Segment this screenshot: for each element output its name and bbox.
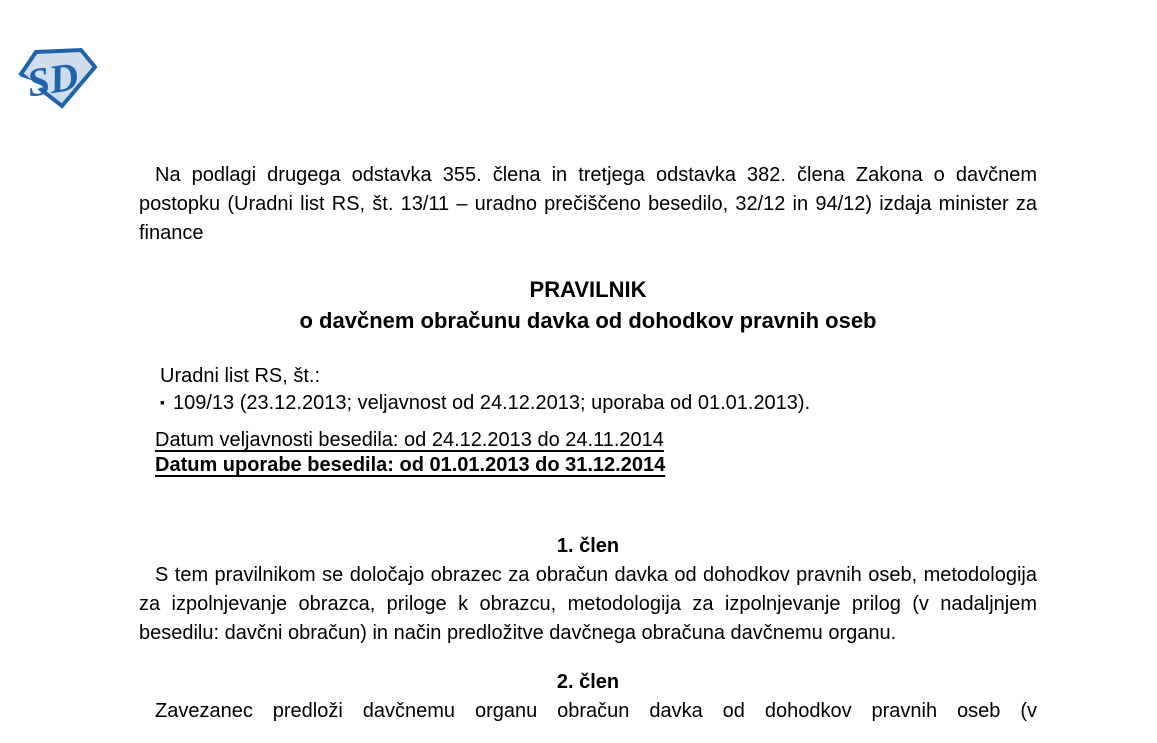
sd-logo-icon [16, 47, 100, 109]
sd-logo-letters: SD [23, 53, 82, 106]
application-date-line: Datum uporabe besedila: od 01.01.2013 do 31.12.2014 [155, 454, 666, 476]
gazette-list-item [160, 389, 1037, 416]
article-1-body: S tem pravilnikom se določajo obrazec za obračun davka od dohodkov pravnih oseb, metodologija za izpolnjevanje obrazca, priloge k obrazcu, metodologija za izpolnjevanje prilog (v nadaljnjem besedilu: davčni obračun) in način predložitve davčnega obračuna davčnemu organu. [139, 564, 1037, 644]
article-1 [139, 532, 1037, 648]
title-subtitle: o davčnem obračunu davka od dohodkov pravnih oseb [299, 308, 877, 333]
sd-logo [16, 47, 100, 109]
title-main: PRAVILNIK [529, 277, 647, 302]
gazette-item-text: 109/13 (23.12.2013; veljavnost od 24.12.2013; uporaba od 01.01.2013). [172, 392, 811, 414]
document-title [139, 274, 1037, 336]
square-bullet-icon: ▪ [160, 394, 165, 410]
gazette-label: Uradni list RS, št.: [160, 365, 321, 387]
article-2-body: Zavezanec predloži davčnemu organu obračun davka od dohodkov pravnih oseb (v [155, 700, 1037, 722]
gazette-section [160, 363, 1037, 416]
article-2 [139, 668, 1037, 726]
document-content [139, 0, 1037, 726]
article-2-heading: 2. člen [556, 671, 620, 693]
article-1-heading: 1. člen [556, 535, 620, 557]
validity-date-line: Datum veljavnosti besedila: od 24.12.2013 do 24.11.2014 [155, 429, 664, 451]
intro-paragraph: Na podlagi drugega odstavka 355. člena in tretjega odstavka 382. člena Zakona o davčnem postopku (Uradni list RS, št. 13/11 – uradno prečiščeno besedilo, 32/12 in 94/12) izdaja minister za finance [139, 164, 1037, 244]
